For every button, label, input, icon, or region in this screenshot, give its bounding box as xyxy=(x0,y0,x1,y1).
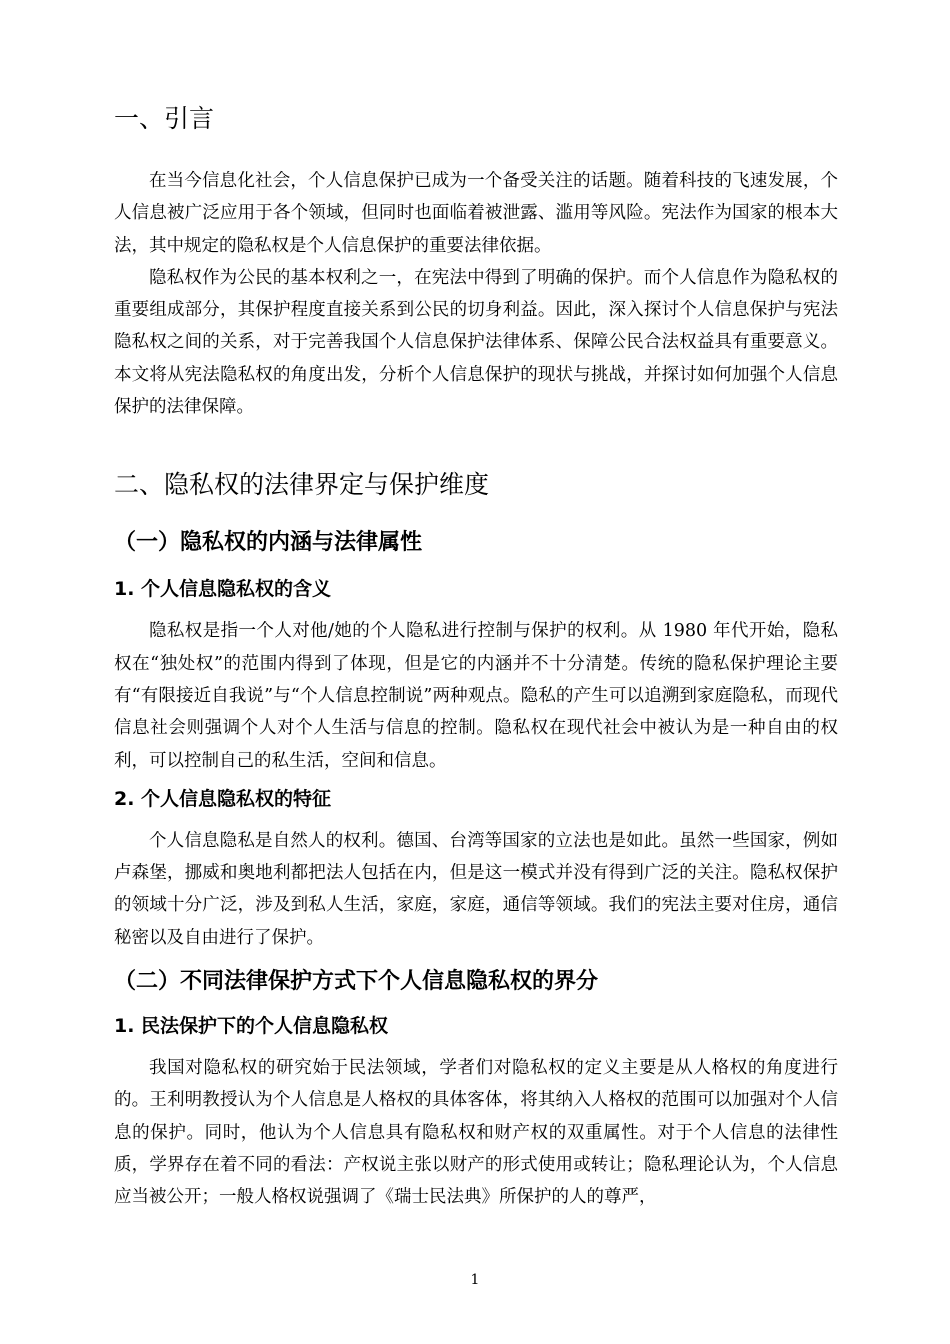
item-heading-features: 2. 个人信息隐私权的特征 xyxy=(114,787,332,810)
item-heading-civil-law: 1. 民法保护下的个人信息隐私权 xyxy=(114,1015,389,1038)
paragraph: 我国对隐私权的研究始于民法领域，学者们对隐私权的定义主要是从人格权的角度进行的。王利明教授认为个人信息是人格权的具体客体，将其纳入人格权的范围可以加强对个人信息的保护。同时，他认为个人信息具有隐私权和财产权的双重属性。对于个人信息的法律性质，学界存在着不同的看法：产权说主张以财产的形式使用或转让；隐私理论认为，个人信息应当被公开；一般人格权说强调了《瑞士民法典》所保护的人的尊严， xyxy=(114,1058,838,1208)
section-heading-privacy-definition: 二、隐私权的法律界定与保护维度 xyxy=(114,470,490,500)
subsection-heading-distinction: （二）不同法律保护方式下个人信息隐私权的界分 xyxy=(114,969,599,995)
paragraph: 个人信息隐私是自然人的权利。德国、台湾等国家的立法也是如此。虽然一些国家，例如卢森堡，挪威和奥地利都把法人包括在内，但是这一模式并没有得到广泛的关注。隐私权保护的领域十分广泛，涉及到私人生活，家庭，家庭，通信等领域。我们的宪法主要对住房，通信秘密以及自由进行了保护。 xyxy=(114,830,838,948)
paragraph: 隐私权作为公民的基本权利之一，在宪法中得到了明确的保护。而个人信息作为隐私权的重要组成部分，其保护程度直接关系到公民的切身利益。因此，深入探讨个人信息保护与宪法隐私权之间的关系，对于完善我国个人信息保护法律体系、保障公民合法权益具有重要意义。本文将从宪法隐私权的角度出发，分析个人信息保护的现状与挑战，并探讨如何加强个人信息保护的法律保障。 xyxy=(114,267,838,418)
paragraph: 在当今信息化社会，个人信息保护已成为一个备受关注的话题。随着科技的飞速发展，个人信息被广泛应用于各个领域，但同时也面临着被泄露、滥用等风险。宪法作为国家的根本大法，其中规定的隐私权是个人信息保护的重要法律依据。 xyxy=(114,171,838,256)
introduction-body xyxy=(114,165,838,423)
subsection-heading-connotation: （一）隐私权的内涵与法律属性 xyxy=(114,530,423,556)
paragraph: 隐私权是指一个人对他/她的个人隐私进行控制与保护的权利。从 1980 年代开始，隐私权在“独处权”的范围内得到了体现，但是它的内涵并不十分清楚。传统的隐私保护理论主要有“有限接近自我说”与“个人信息控制说”两种观点。隐私的产生可以追溯到家庭隐私，而现代信息社会则强调个人对个人生活与信息的控制。隐私权在现代社会中被认为是一种自由的权利，可以控制自己的私生活，空间和信息。 xyxy=(114,621,838,771)
section-heading-introduction: 一、引言 xyxy=(114,104,215,133)
item-heading-meaning: 1. 个人信息隐私权的含义 xyxy=(114,578,332,601)
page-number: 1 xyxy=(470,1272,480,1288)
